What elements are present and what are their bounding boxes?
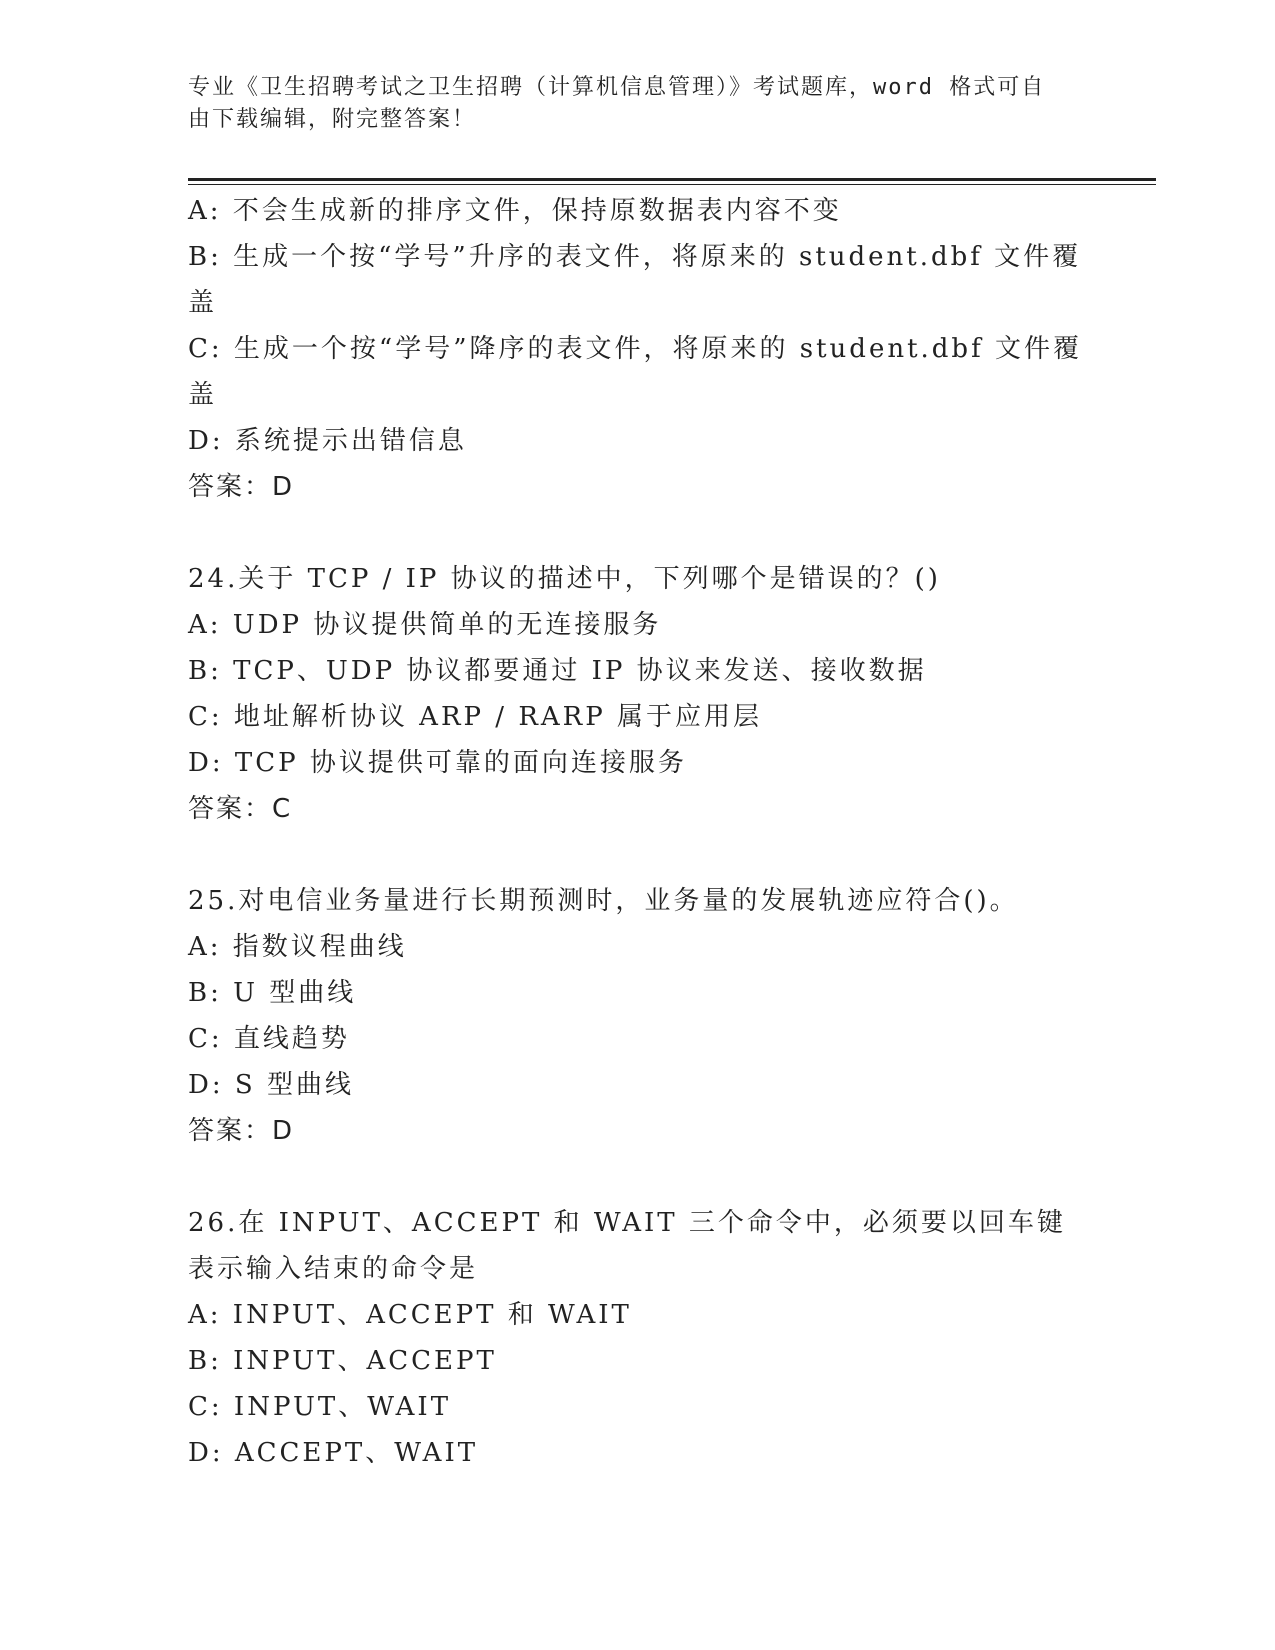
question-text: 24.关于 TCP / IP 协议的描述中，下列哪个是错误的？()	[188, 564, 941, 594]
option-d: D: S 型曲线	[188, 1070, 354, 1100]
answer-text: 答案：C	[188, 794, 293, 824]
question-list	[188, 188, 1088, 1476]
option-c: C: 直线趋势	[188, 1024, 350, 1054]
option-b: B: 生成一个按“学号”升序的表文件，将原来的 student.dbf 文件覆盖	[188, 242, 1082, 318]
option-d: D: TCP 协议提供可靠的面向连接服务	[188, 748, 687, 778]
option-c: C: 生成一个按“学号”降序的表文件，将原来的 student.dbf 文件覆盖	[188, 334, 1082, 410]
option-b: B: TCP、UDP 协议都要通过 IP 协议来发送、接收数据	[188, 656, 927, 686]
question-text: 26.在 INPUT、ACCEPT 和 WAIT 三个命令中，必须要以回车键表示输入结束的命令是	[188, 1208, 1066, 1284]
question-26	[188, 1200, 1088, 1476]
question-text: 25.对电信业务量进行长期预测时，业务量的发展轨迹应符合()。	[188, 886, 1019, 916]
answer-text: 答案：D	[188, 1116, 295, 1146]
option-a: A: 不会生成新的排序文件，保持原数据表内容不变	[188, 196, 842, 226]
option-a: A: 指数议程曲线	[188, 932, 407, 962]
question-24	[188, 556, 1088, 832]
option-a: A: UDP 协议提供简单的无连接服务	[188, 610, 662, 640]
option-b: B: U 型曲线	[188, 978, 357, 1008]
question-25	[188, 878, 1088, 1154]
option-c: C: 地址解析协议 ARP / RARP 属于应用层	[188, 702, 763, 732]
question-23	[188, 188, 1088, 510]
header-divider-thick	[188, 178, 1156, 181]
header-divider-thin	[188, 184, 1156, 185]
option-d: D: 系统提示出错信息	[188, 426, 467, 456]
answer-text: 答案：D	[188, 472, 295, 502]
option-a: A: INPUT、ACCEPT 和 WAIT	[188, 1300, 632, 1330]
document-header: 专业《卫生招聘考试之卫生招聘（计算机信息管理）》考试题库，word 格式可自由下载编辑，附完整答案！	[188, 75, 1046, 132]
option-b: B: INPUT、ACCEPT	[188, 1346, 497, 1376]
option-d: D: ACCEPT、WAIT	[188, 1438, 479, 1468]
option-c: C: INPUT、WAIT	[188, 1392, 452, 1422]
